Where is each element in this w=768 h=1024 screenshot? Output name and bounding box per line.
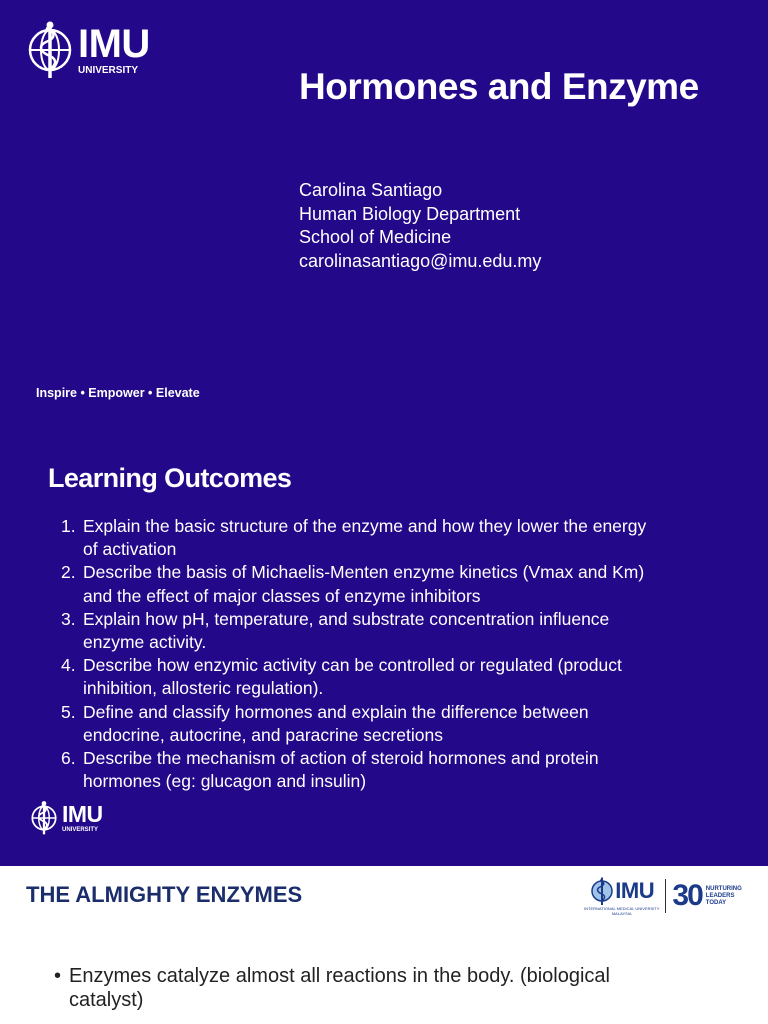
brand-tagline xyxy=(706,886,742,907)
logo-wordmark: IMU xyxy=(78,22,150,66)
list-number: 1. xyxy=(61,516,76,536)
author-department: Human Biology Department xyxy=(299,203,521,224)
title-slide xyxy=(0,0,768,432)
list-text: catalyst) xyxy=(69,989,144,1011)
list-text: endocrine, autocrine, and paracrine secretions xyxy=(83,724,443,745)
list-number: 6. xyxy=(61,748,76,769)
brand-tagline-line: NURTURING xyxy=(705,885,742,892)
list-text: Describe the mechanism of action of steroid hormones and protein xyxy=(83,748,599,769)
imu-university-logo xyxy=(30,800,103,836)
author-details xyxy=(299,179,541,273)
brand-divider xyxy=(665,879,666,913)
outcomes-list xyxy=(48,515,728,793)
presentation-title: Hormones and Enzyme xyxy=(299,66,699,107)
brand-subtext-country: MALAYSIA xyxy=(611,911,632,916)
list-text: Define and classify hormones and explain the difference between xyxy=(83,701,589,722)
list-text: Enzymes catalyze almost all reactions in the body. (biological xyxy=(69,965,610,987)
tagline: Inspire • Empower • Elevate xyxy=(36,386,200,400)
logo-wordmark: IMU xyxy=(62,801,103,827)
imu-university-logo xyxy=(26,20,150,80)
imu-30-years-logo xyxy=(584,876,742,916)
rod-of-asclepius-icon xyxy=(26,20,74,80)
list-number: 5. xyxy=(61,701,76,722)
list-text: Explain the basic structure of the enzyme and how they lower the energy xyxy=(83,516,647,536)
logo-subtext: UNIVERSITY xyxy=(78,65,139,76)
list-item xyxy=(52,964,692,1012)
list-number: 3. xyxy=(61,608,76,629)
brand-tagline-line: TODAY xyxy=(705,899,727,906)
almighty-enzymes-slide xyxy=(0,866,768,1024)
brand-wordmark: IMU xyxy=(615,878,655,903)
list-text: Describe the basis of Michaelis-Menten enzyme kinetics (Vmax and Km) xyxy=(83,562,645,583)
list-item xyxy=(48,654,728,700)
bullet-icon: • xyxy=(54,965,62,987)
author-email: carolinasantiago@imu.edu.my xyxy=(299,250,542,271)
slide-title: THE ALMIGHTY ENZYMES xyxy=(26,882,303,907)
brand-subtext: INTERNATIONAL MEDICAL UNIVERSITY xyxy=(584,906,660,911)
list-number: 2. xyxy=(61,562,76,583)
list-text: Describe how enzymic activity can be controlled or regulated (product xyxy=(83,655,622,676)
slide-title: Learning Outcomes xyxy=(48,463,292,493)
list-text: and the effect of major classes of enzyme inhibitors xyxy=(83,585,481,606)
list-item xyxy=(48,608,728,654)
anniversary-number: 30 xyxy=(672,879,702,912)
list-item xyxy=(48,515,728,561)
list-text: Explain how pH, temperature, and substrate concentration influence xyxy=(83,608,610,629)
list-number: 4. xyxy=(61,655,76,676)
rod-of-asclepius-icon xyxy=(589,876,615,906)
logo-subtext: UNIVERSITY xyxy=(62,827,99,833)
author-name: Carolina Santiago xyxy=(299,180,443,200)
list-item xyxy=(48,561,728,607)
list-text: hormones (eg: glucagon and insulin) xyxy=(83,771,367,792)
learning-outcomes-slide xyxy=(0,432,768,866)
list-text: inhibition, allosteric regulation). xyxy=(83,678,324,699)
bullet-list xyxy=(52,964,692,1012)
list-text: of activation xyxy=(83,539,177,560)
list-item xyxy=(48,701,728,747)
author-school: School of Medicine xyxy=(299,227,452,247)
list-item xyxy=(48,747,728,793)
brand-tagline-line: LEADERS xyxy=(705,892,735,899)
rod-of-asclepius-icon xyxy=(30,800,58,836)
list-text: enzyme activity. xyxy=(83,632,207,653)
